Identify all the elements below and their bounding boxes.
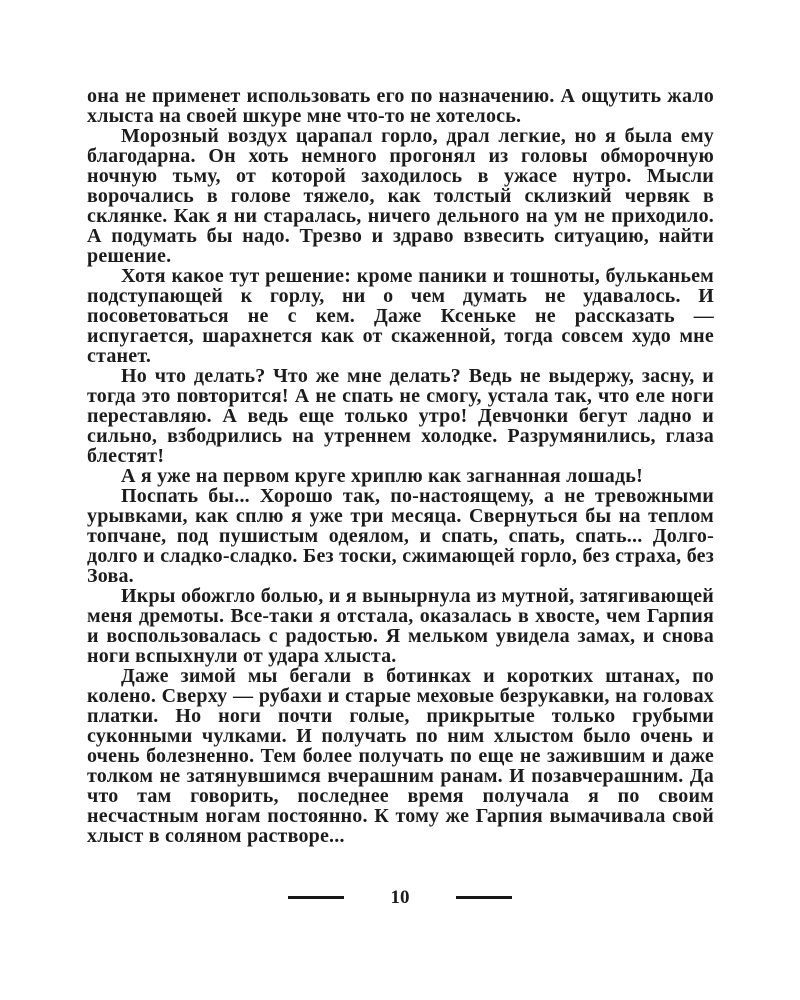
paragraph: Морозный воздух царапал горло, драл легкие, но я была ему благодарна. Он хоть немного прогонял из головы обморочную ночную тьму, от которой заходилось в ужасе нутро. Мысли ворочались в голове тяжело, как толстый склизкий червяк в склянке. Как я ни старалась, ничего дельного на ум не приходило. А подумать бы надо. Трезво и здраво взвесить ситуацию, найти решение.	[87, 125, 714, 267]
page-footer	[0, 884, 800, 910]
footer-rule-left	[288, 896, 344, 899]
paragraph: Поспать бы... Хорошо так, по-настоящему, а не тревожными урывками, как сплю я уже три месяца. Свернуться бы на теплом топчане, под пушистым одеялом, и спать, спать, спать... Долго-долго и сладко-сладко. Без тоски, сжимающей горло, без страха, без Зова.	[87, 485, 714, 587]
page-text	[87, 86, 714, 846]
footer-rule-right	[456, 896, 512, 899]
paragraph: Даже зимой мы бегали в ботинках и коротких штанах, по колено. Сверху — рубахи и старые меховые безрукавки, на головах платки. Но ноги почти голые, прикрытые только грубыми суконными чулками. И получать по ним хлыстом было очень и очень болезненно. Тем более получать по еще не зажившим и даже толком не затянувшимся вчерашним ранам. И позавчерашним. Да что там говорить, последнее время получала я по своим несчастным ногам постоянно. К тому же Гарпия вымачивала свой хлыст в соляном растворе...	[87, 665, 714, 847]
paragraph: Хотя какое тут решение: кроме паники и тошноты, бульканьем подступающей к горлу, ни о чем думать не удавалось. И посоветоваться не с кем. Даже Ксеньке не рассказать — испугается, шарахнется как от скаженной, тогда совсем худо мне станет.	[87, 265, 714, 367]
page-number: 10	[390, 886, 410, 908]
paragraph: она не применет использовать его по назначению. А ощутить жало хлыста на своей шкуре мне что-то не хотелось.	[87, 85, 714, 127]
paragraph: Но что делать? Что же мне делать? Ведь не выдержу, засну, и тогда это повторится! А не спать не смогу, устала так, что еле ноги переставляю. А ведь еще только утро! Девчонки бегут ладно и сильно, взбодрились на утреннем холодке. Разрумянились, глаза блестят!	[87, 365, 714, 467]
paragraph: Икры обожгло болью, и я вынырнула из мутной, затягивающей меня дремоты. Все-таки я отстала, оказалась в хвосте, чем Гарпия и воспользовалась с радостью. Я мельком увидела замах, и снова ноги вспыхнули от удара хлыста.	[87, 585, 714, 667]
paragraph: А я уже на первом круге хриплю как загнанная лошадь!	[121, 465, 643, 487]
